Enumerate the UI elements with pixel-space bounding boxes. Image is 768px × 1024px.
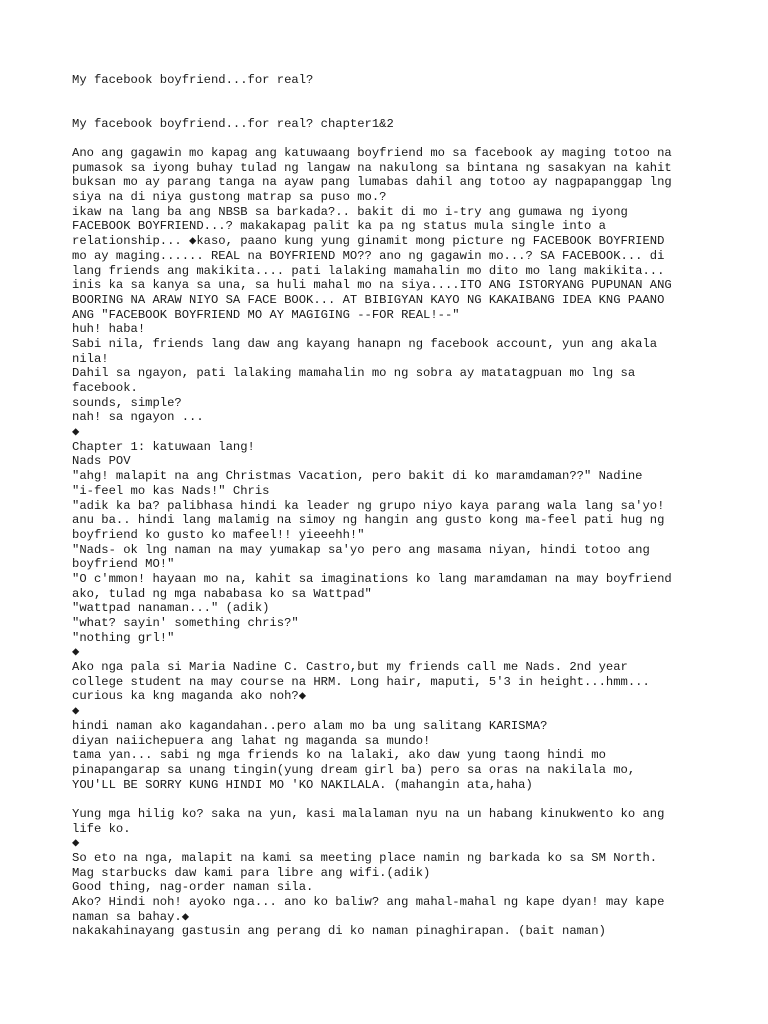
text-line: curious ka kng maganda ako noh?◆	[72, 689, 307, 704]
text-line: relationship... ◆kaso, paano kung yung ginamit mong picture ng FACEBOOK BOYFRIEND	[72, 234, 665, 249]
text-line: mo ay maging...... REAL na BOYFRIEND MO?? ano ng gagawin mo...? SA FACEBOOK... di	[72, 248, 665, 263]
text-line: facebook.	[72, 381, 138, 395]
text-line: Ako? Hindi noh! ayoko nga... ano ko baliw? ang mahal-mahal ng kape dyan! may kape	[72, 895, 665, 910]
text-line: boyfriend MO!"	[72, 557, 175, 572]
text-line: So eto na nga, malapit na kami sa meeting place namin ng barkada ko sa SM North.	[72, 851, 658, 865]
text-line: Dahil sa ngayon, pati lalaking mamahalin mo ng sobra ay matatagpuan mo lng sa	[72, 366, 636, 381]
text-line: "nothing grl!"	[72, 630, 175, 645]
story-body	[72, 146, 732, 939]
text-line: ANG "FACEBOOK BOYFRIEND MO AY MAGIGING --FOR REAL!--"	[72, 307, 460, 322]
text-line: Sabi nila, friends lang daw ang kayang hanapn ng facebook account, yun ang akala	[72, 336, 658, 351]
text-line: "adik ka ba? palibhasa hindi ka leader ng grupo niyo kaya parang wala lang sa'yo!	[72, 498, 665, 513]
text-line: anu ba.. hindi lang malamig na simoy ng hangin ang gusto kong ma-feel pati hug ng	[72, 513, 665, 528]
text-line: life ko.	[72, 821, 131, 836]
text-line: college student na may course na HRM. Long hair, maputi, 5'3 in height...hmm...	[72, 674, 650, 689]
text-line: buksan mo ay parang tanga na ayaw pang lumabas dahil ang totoo ay nagpapanggap lng	[72, 175, 672, 190]
text-line: Nads POV	[72, 454, 131, 469]
text-line: Ako nga pala si Maria Nadine C. Castro,but my friends call me Nads. 2nd year	[72, 660, 628, 675]
text-line: tama yan... sabi ng mga friends ko na lalaki, ako daw yung taong hindi mo	[72, 748, 606, 763]
text-line: ◆	[72, 704, 80, 719]
text-line: inis ka sa kanya sa una, sa huli mahal mo na siya....ITO ANG ISTORYANG PUPUNAN ANG	[72, 278, 672, 293]
text-line: Yung mga hilig ko? saka na yun, kasi malalaman nyu na un habang kinukwento ko ang	[72, 806, 665, 821]
document-title: My facebook boyfriend...for real?	[72, 73, 314, 87]
text-line: ako, tulad ng mga nababasa ko sa Wattpad"	[72, 586, 372, 601]
text-line: diyan naiichepuera ang lahat ng maganda sa mundo!	[72, 733, 431, 748]
text-line: boyfriend ko gusto ko mafeel!! yieeehh!"	[72, 527, 365, 542]
chapter-title: My facebook boyfriend...for real? chapter1&2	[72, 117, 394, 131]
text-line: BOORING NA ARAW NIYO SA FACE BOOK... AT BIBIGYAN KAYO NG KAKAIBANG IDEA KNG PAANO	[72, 292, 665, 307]
text-line: lang friends ang makikita.... pati lalaking mamahalin mo dito mo lang makikita...	[72, 263, 665, 278]
text-line: Ano ang gagawin mo kapag ang katuwaang boyfriend mo sa facebook ay maging totoo na	[72, 146, 672, 160]
text-line: huh! haba!	[72, 322, 146, 337]
text-line: ◆	[72, 645, 80, 660]
text-line: ◆	[72, 836, 80, 851]
text-line: Mag starbucks daw kami para libre ang wifi.(adik)	[72, 865, 431, 880]
text-line: "what? sayin' something chris?"	[72, 616, 299, 630]
text-line: pumasok sa iyong buhay tulad ng langaw na nakulong sa bintana ng sasakyan na kahit	[72, 160, 672, 175]
text-line: nakakahinayang gastusin ang perang di ko naman pinaghirapan. (bait naman)	[72, 924, 606, 939]
text-line: "O c'mmon! hayaan mo na, kahit sa imaginations ko lang maramdaman na may boyfriend	[72, 571, 672, 586]
text-line: YOU'LL BE SORRY KUNG HINDI MO 'KO NAKILALA. (mahangin ata,haha)	[72, 777, 533, 792]
text-line: Chapter 1: katuwaan lang!	[72, 439, 255, 454]
text-line: Good thing, nag-order naman sila.	[72, 880, 314, 895]
text-line: naman sa bahay.◆	[72, 909, 190, 924]
text-line: nah! sa ngayon ...	[72, 410, 204, 425]
text-line: ikaw na lang ba ang NBSB sa barkada?.. bakit di mo i-try ang gumawa ng iyong	[72, 204, 628, 219]
text-line: hindi naman ako kagandahan..pero alam mo ba ung salitang KARISMA?	[72, 718, 548, 733]
text-line: ◆	[72, 425, 80, 440]
text-line: "i-feel mo kas Nads!" Chris	[72, 483, 270, 498]
text-line: FACEBOOK BOYFRIEND...? makakapag palit ka pa ng status mula single into a	[72, 219, 606, 234]
text-line: siya na di niya gustong matrap sa puso mo.?	[72, 190, 387, 205]
text-line: sounds, simple?	[72, 395, 182, 410]
text-line: pinapangarap sa unang tingin(yung dream girl ba) pero sa oras na nakilala mo,	[72, 762, 636, 777]
text-line	[72, 792, 732, 807]
text-line: "wattpad nanaman..." (adik)	[72, 601, 270, 616]
text-line: "Nads- ok lng naman na may yumakap sa'yo pero ang masama niyan, hindi totoo ang	[72, 542, 650, 557]
text-line: nila!	[72, 351, 109, 366]
text-line: "ahg! malapit na ang Christmas Vacation, pero bakit di ko maramdaman??" Nadine	[72, 469, 643, 484]
